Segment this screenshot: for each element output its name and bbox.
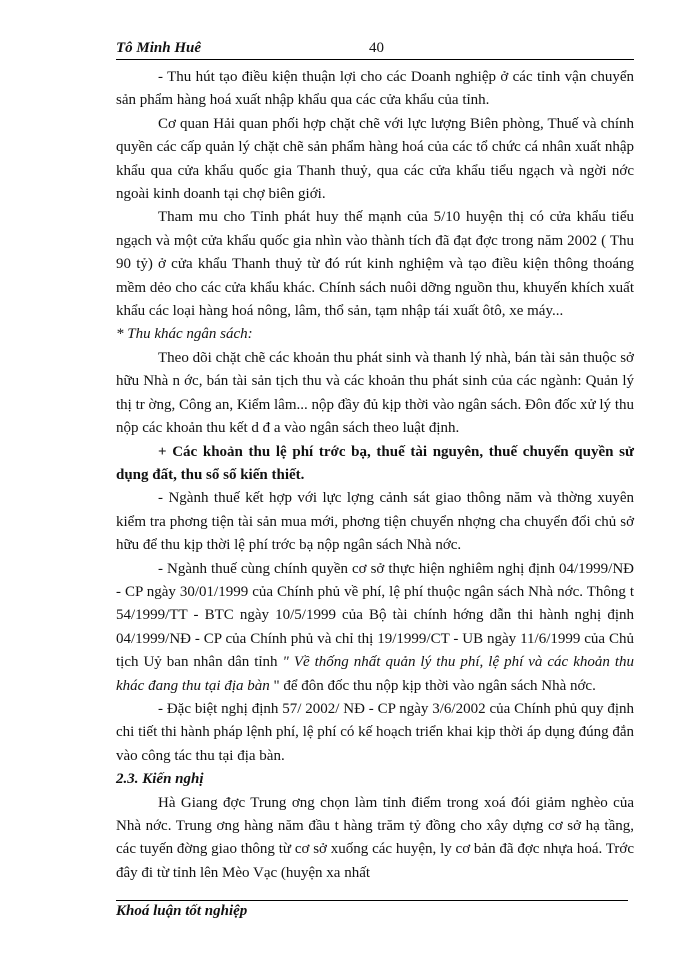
paragraph-5: - Ngành thuế kết hợp với lực lợng cảnh sát giao thông năm và thờng xuyên kiểm tra phơng tiện tài sản mua mới, phơng tiện chuyển nhợng cha chuyển đổi chủ sở hữu để thu kịp thời lệ phí trớc bạ nộp ngân sách Nhà nớc. xyxy=(116,490,634,554)
page-footer xyxy=(116,900,628,920)
paragraph-3: Tham mu cho Tỉnh phát huy thế mạnh của 5/10 huyện thị có cửa khẩu tiểu ngạch và một cửa khẩu quốc gia nhìn vào thành tích đã đạt đợc trong năm 2002 ( Thu 90 tỷ) ở cửa khẩu Thanh thuỷ từ đó rút kinh nghiệm và tạo điều kiện thông thoáng mềm dẻo cho các cửa khẩu khác. Chính sách nuôi dỡng nguồn thu, khuyến khích xuất khẩu các loại hàng hoá nông, lâm, thổ sản, tạm nhập tái xuất ôtô, xe máy... xyxy=(116,209,634,320)
paragraph-8: Hà Giang đợc Trung ơng chọn làm tỉnh điểm trong xoá đói giảm nghèo của Nhà nớc. Trung ơng hàng năm đầu t hàng trăm tỷ đồng cho xây dựng cơ sở hạ tầng, các tuyến đờng giao thông từ cơ sở xuống các huyện, ly cơ bản đã đợc nhựa hoá. Trớc đây đi từ tỉnh lên Mèo Vạc (huyện xa nhất xyxy=(116,794,634,881)
paragraph-6-italic: " Về thống nhất quản lý thu phí, lệ phí và các khoản thu khác đang thu tại địa bàn xyxy=(116,654,634,694)
bold-heading-fees: + Các khoản thu lệ phí trớc bạ, thuế tài nguyên, thuế chuyển quyền sử dụng đất, thu sổ số kiến thiết. xyxy=(116,443,634,483)
header-rule xyxy=(116,59,634,60)
subheading-other-revenue: * Thu khác ngân sách: xyxy=(116,326,253,343)
page-body xyxy=(116,66,634,885)
section-heading-recommendations: 2.3. Kiến nghị xyxy=(116,771,204,788)
paragraph-6 xyxy=(116,558,634,698)
paragraph-1: - Thu hút tạo điều kiện thuận lợi cho các Doanh nghiệp ở các tỉnh vận chuyển sản phẩm hàng hoá xuất nhập khẩu qua các cửa khẩu của tỉnh. xyxy=(116,69,634,109)
footer-rule xyxy=(116,900,628,901)
footer-text: Khoá luận tốt nghiệp xyxy=(116,903,248,919)
paragraph-6-tail: " để đôn đốc thu nộp kịp thời vào ngân sách Nhà nớc. xyxy=(269,677,596,694)
paragraph-6-text: - Ngành thuế cùng chính quyền cơ sở thực hiện nghiêm nghị định 04/1999/NĐ - CP ngày 30/01/1999 của Chính phủ về phí, lệ phí thuộc ngân sách Nhà nớc. Thông t 54/1999/TT - BTC ngày 10/5/1999 của Bộ tài chính hớng dẫn thi hành nghị định 04/1999/NĐ - CP của Chính phủ và chỉ thị 19/1999/CT - UB ngày 11/6/1999 của Chủ tịch Uỷ ban nhân dân tỉnh xyxy=(116,560,634,671)
paragraph-2: Cơ quan Hải quan phối hợp chặt chẽ với lực lượng Biên phòng, Thuế và chính quyền các cấp quản lý chặt chẽ sản phẩm hàng hoá của các tổ chức cá nhân xuất nhập khẩu qua cửa khẩu quốc gia Thanh thuỷ, qua các cửa khẩu tiểu ngạch và ngời nớc ngoài kinh doanh tại chợ biên giới. xyxy=(116,115,634,203)
paragraph-4: Theo dõi chặt chẽ các khoản thu phát sinh và thanh lý nhà, bán tài sản thuộc sở hữu Nhà n ớc, bán tài sản tịch thu và các khoản thu phát sinh của các ngành: Quản lý thị tr ờng, Công an, Kiểm lâm... nộp đầy đủ kịp thời vào ngân sách. Đôn đốc xử lý thu nộp các khoản thu kết d đ a vào ngân sách theo luật định. xyxy=(116,349,634,437)
page-header xyxy=(116,38,634,60)
header-author: Tô Minh Huê xyxy=(116,40,202,56)
page-number: 40 xyxy=(369,40,384,56)
paragraph-7: - Đặc biệt nghị định 57/ 2002/ NĐ - CP ngày 3/6/2002 của Chính phủ quy định chi tiết thi hành pháp lệnh phí, lệ phí có kế hoạch triển khai kịp thời áp dụng đúng đắn vào công tác thu tại địa bàn. xyxy=(116,700,634,764)
